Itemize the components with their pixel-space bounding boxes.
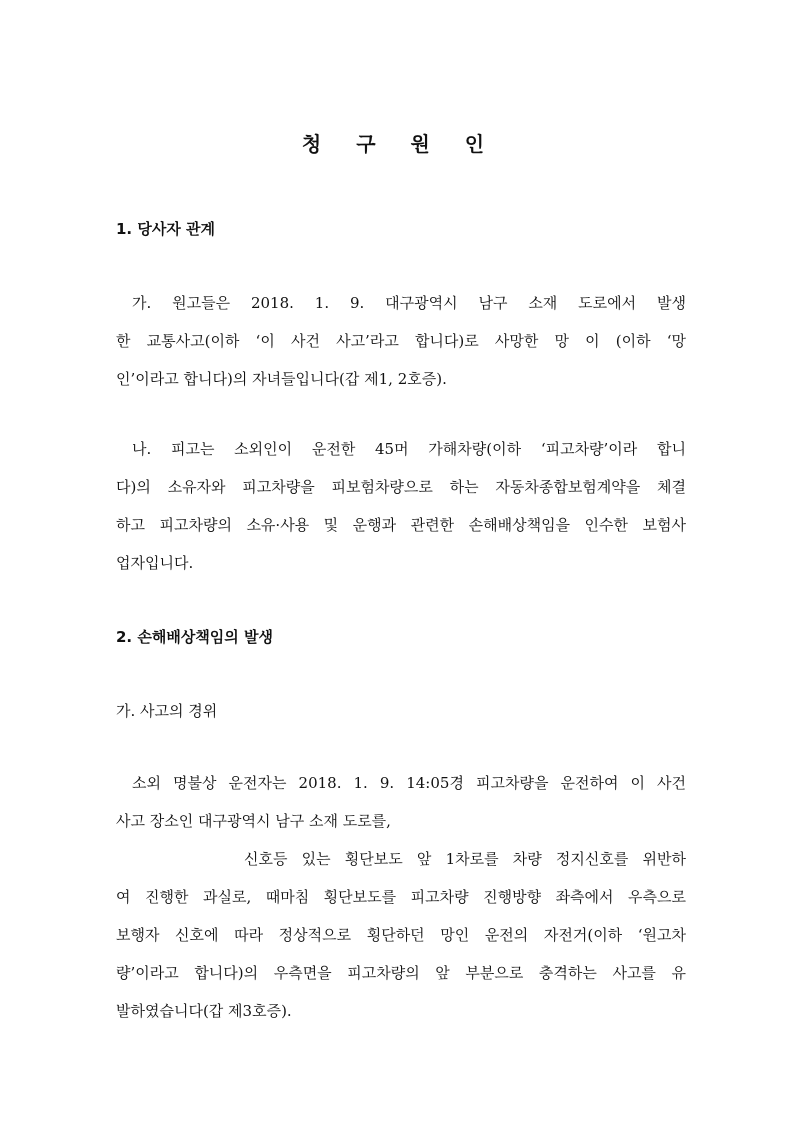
paragraph-line: 나. 피고는 소외인이 운전한 45머 가해차량(이하 ‘피고차량’이라 합니 (132, 440, 686, 458)
paragraph-line: 하고 피고차량의 소유·사용 및 운행과 관련한 손해배상책임을 인수한 보험사 (116, 516, 686, 534)
section-heading-parties: 1. 당사자 관계 (116, 220, 216, 238)
paragraph-line: 발하였습니다(갑 제3호증). (116, 1002, 292, 1020)
paragraph-line: 신호등 있는 횡단보도 앞 1차로를 차량 정지신호를 위반하 (244, 850, 686, 868)
paragraph-line: 업자입니다. (116, 554, 194, 572)
paragraph-line: 보행자 신호에 따라 정상적으로 횡단하던 망인 운전의 자전거(이하 ‘원고차 (116, 926, 686, 944)
paragraph-line: 인’이라고 합니다)의 자녀들입니다(갑 제1, 2호증). (116, 370, 447, 388)
paragraph-line: 가. 원고들은 2018. 1. 9. 대구광역시 남구 소재 도로에서 발생 (132, 294, 686, 312)
paragraph-line: 여 진행한 과실로, 때마침 횡단보도를 피고차량 진행방향 좌측에서 우측으로 (116, 888, 686, 906)
paragraph-line: 한 교통사고(이하 ‘이 사건 사고’라고 합니다)로 사망한 망 이 (이하 ‘망 (116, 332, 686, 350)
paragraph-line: 사고 장소인 대구광역시 남구 소재 도로를, (116, 812, 391, 830)
subheading-accident-circumstances: 가. 사고의 경위 (116, 702, 218, 720)
paragraph-line: 소외 명불상 운전자는 2018. 1. 9. 14:05경 피고차량을 운전하여 이 사건 (132, 774, 686, 792)
document-title: 청 구 원 인 (301, 132, 499, 156)
paragraph-line: 다)의 소유자와 피고차량을 피보험차량으로 하는 자동차종합보험계약을 체결 (116, 478, 686, 496)
paragraph-line: 량’이라고 합니다)의 우측면을 피고차량의 앞 부분으로 충격하는 사고를 유 (116, 964, 686, 982)
section-heading-liability: 2. 손해배상책임의 발생 (116, 628, 273, 646)
